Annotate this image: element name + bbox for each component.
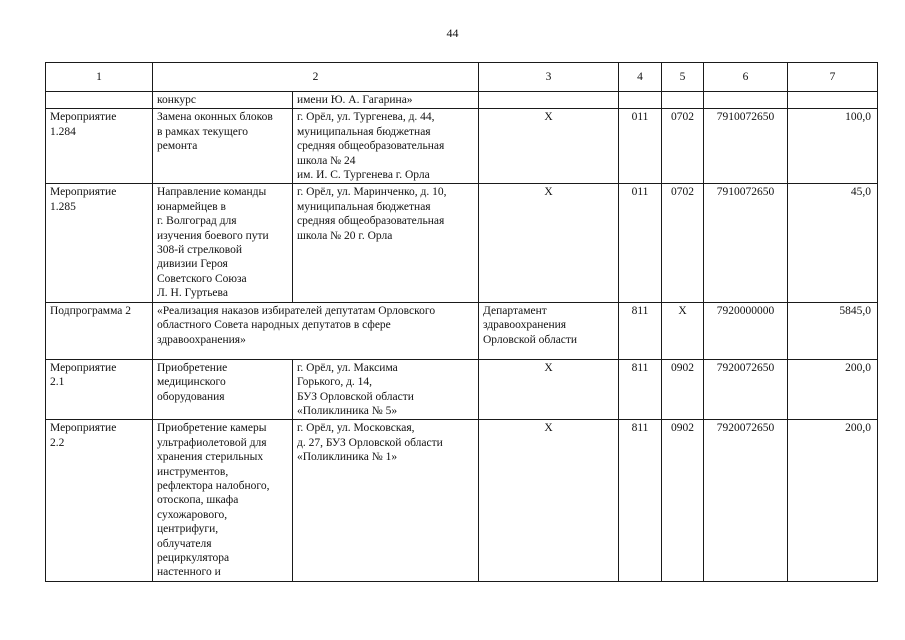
- cell-d: Департамент здравоохранения Орловской области: [479, 302, 619, 359]
- cell-e: 811: [619, 302, 662, 359]
- header-col-3: 3: [479, 63, 619, 92]
- cell-a: Мероприятие 1.284: [46, 109, 153, 184]
- budget-table: [45, 62, 878, 582]
- cell-a: [46, 92, 153, 109]
- header-col-4: 4: [619, 63, 662, 92]
- cell-a: Мероприятие 1.285: [46, 184, 153, 302]
- cell-e: 811: [619, 420, 662, 581]
- table-row: [46, 184, 878, 302]
- cell-f: 0902: [662, 420, 704, 581]
- cell-g: 7920000000: [704, 302, 788, 359]
- cell-d: [479, 92, 619, 109]
- cell-g: 7910072650: [704, 109, 788, 184]
- cell-h: 100,0: [788, 109, 878, 184]
- cell-c: г. Орёл, ул. Маринченко, д. 10, муниципальная бюджетная средняя общеобразовательная школа № 20 г. Орла: [293, 184, 479, 302]
- cell-a: Подпрограмма 2: [46, 302, 153, 359]
- cell-c: г. Орёл, ул. Московская, д. 27, БУЗ Орловской области «Поликлиника № 1»: [293, 420, 479, 581]
- cell-e: 011: [619, 109, 662, 184]
- cell-g: 7920072650: [704, 420, 788, 581]
- cell-b: Приобретение медицинского оборудования: [153, 359, 293, 420]
- cell-c: г. Орёл, ул. Максима Горького, д. 14, БУЗ Орловской области «Поликлиника № 5»: [293, 359, 479, 420]
- table-row: [46, 420, 878, 581]
- cell-d: X: [479, 359, 619, 420]
- cell-a: Мероприятие 2.1: [46, 359, 153, 420]
- cell-b: Направление команды юнармейцев в г. Волгоград для изучения боевого пути 308-й стрелковой дивизии Героя Советского Союза Л. Н. Гуртьева: [153, 184, 293, 302]
- cell-d: X: [479, 420, 619, 581]
- cell-c: имени Ю. А. Гагарина»: [293, 92, 479, 109]
- header-col-6: 6: [704, 63, 788, 92]
- table-header-row: [46, 63, 878, 92]
- cell-h: 5845,0: [788, 302, 878, 359]
- subprogram-row: [46, 302, 878, 359]
- cell-f: X: [662, 302, 704, 359]
- cell-f: 0702: [662, 184, 704, 302]
- cell-d: X: [479, 109, 619, 184]
- cell-e: 811: [619, 359, 662, 420]
- cell-g: 7920072650: [704, 359, 788, 420]
- cell-f: [662, 92, 704, 109]
- cell-g: 7910072650: [704, 184, 788, 302]
- cell-bc: «Реализация наказов избирателей депутатам Орловского областного Совета народных депутатов в сфере здравоохранения»: [153, 302, 479, 359]
- table-row: [46, 109, 878, 184]
- cell-g: [704, 92, 788, 109]
- cell-c: г. Орёл, ул. Тургенева, д. 44, муниципальная бюджетная средняя общеобразовательная школа № 24 им. И. С. Тургенева г. Орла: [293, 109, 479, 184]
- page-number: 44: [446, 26, 459, 40]
- header-col-7: 7: [788, 63, 878, 92]
- header-col-1: 1: [46, 63, 153, 92]
- cell-b: Замена оконных блоков в рамках текущего ремонта: [153, 109, 293, 184]
- table-row: [46, 359, 878, 420]
- cell-f: 0702: [662, 109, 704, 184]
- cell-h: [788, 92, 878, 109]
- cell-b: конкурс: [153, 92, 293, 109]
- cell-h: 200,0: [788, 359, 878, 420]
- cell-b: Приобретение камеры ультрафиолетовой для хранения стерильных инструментов, рефлектора налобного, отоскопа, шкафа сухожарового, центрифуги, облучателя рециркулятора настенного и: [153, 420, 293, 581]
- cell-e: 011: [619, 184, 662, 302]
- header-col-2: 2: [153, 63, 479, 92]
- cell-h: 200,0: [788, 420, 878, 581]
- cell-e: [619, 92, 662, 109]
- cell-f: 0902: [662, 359, 704, 420]
- cell-h: 45,0: [788, 184, 878, 302]
- cell-d: X: [479, 184, 619, 302]
- cell-a: Мероприятие 2.2: [46, 420, 153, 581]
- header-col-5: 5: [662, 63, 704, 92]
- continuation-row: [46, 92, 878, 109]
